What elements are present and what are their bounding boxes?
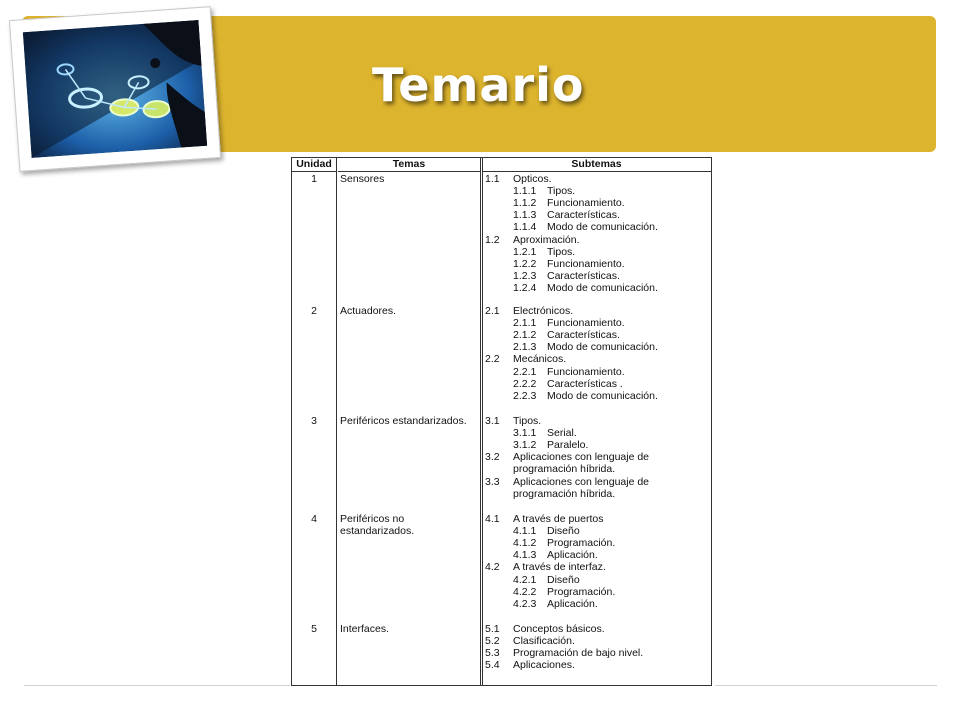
syllabus-table [291, 157, 712, 686]
column-divider [480, 158, 481, 685]
subsubtopic-text: Programación. [547, 537, 616, 550]
header-temas: Temas [338, 158, 480, 172]
subsubtopic-text: Diseño [547, 525, 580, 538]
subsubtopic-number: 4.2.2 [513, 585, 537, 598]
subsubtopic-text: Modo de comunicación. [547, 221, 658, 234]
unit-topic: Periféricos estandarizados. [340, 415, 467, 427]
subsubtopic-number: 3.1.1 [513, 427, 537, 440]
subtopic-text: Programación de bajo nivel. [513, 647, 644, 660]
subtopic-text: Aproximación. [513, 233, 580, 246]
subsubtopic-number: 1.1.1 [513, 185, 537, 198]
subsubtopic-number: 2.2.2 [513, 377, 537, 390]
subsubtopic-text: Programación. [547, 585, 616, 598]
subtopic-number: 2.1 [485, 305, 500, 317]
subtopic-number: 5.3 [485, 647, 500, 660]
footer-rule-left [24, 685, 290, 686]
unit-topic: Actuadores. [340, 305, 397, 317]
subtopic-text: Mecánicos. [513, 353, 567, 366]
header-underline [482, 158, 711, 172]
subsubtopic-number: 4.2.3 [513, 597, 537, 610]
subtopic-number: 1.2 [485, 233, 500, 246]
subtopic-text: Aplicaciones con lenguaje de [513, 451, 650, 464]
header-underline [292, 158, 336, 172]
subsubtopic-text: Modo de comunicación. [547, 281, 658, 294]
subsubtopic-text: Tipos. [547, 185, 576, 198]
subsubtopic-text: Funcionamiento. [547, 197, 625, 210]
subsubtopic-number: 4.1.2 [513, 537, 537, 550]
unit-number: 1 [311, 173, 317, 185]
subtopic-text-continued: programación híbrida. [513, 463, 616, 476]
subsubtopic-text: Funcionamiento. [547, 317, 625, 330]
subsubtopic-number: 2.1.1 [513, 317, 537, 330]
unit-number: 3 [311, 415, 317, 427]
subsubtopic-number: 4.2.1 [513, 573, 537, 586]
column-divider [336, 158, 337, 685]
subsubtopic-text: Modo de comunicación. [547, 389, 658, 402]
subsubtopic-text: Paralelo. [547, 439, 589, 452]
subsubtopic-text: Aplicación. [547, 597, 598, 610]
subsubtopic-text: Características. [547, 329, 620, 342]
subtopic-text-continued: programación híbrida. [513, 487, 616, 500]
unit-topic: Sensores [340, 173, 385, 185]
subsubtopic-text: Características . [547, 377, 623, 390]
subsubtopic-text: Serial. [547, 427, 577, 440]
subsubtopic-text: Características. [547, 209, 620, 222]
subtopic-number: 5.2 [485, 635, 500, 648]
unit-topic: Periféricos no [340, 513, 405, 525]
subsubtopic-number: 3.1.2 [513, 439, 537, 452]
subtopic-text: Clasificación. [513, 635, 575, 648]
unit-number: 4 [311, 513, 317, 525]
subtopic-number: 4.2 [485, 561, 500, 574]
subtopic-number: 4.1 [485, 513, 500, 525]
subsubtopic-number: 1.1.2 [513, 197, 537, 210]
subtopic-text: A través de interfaz. [513, 561, 606, 574]
subtopic-text: A través de puertos [513, 513, 604, 525]
subsubtopic-number: 2.1.2 [513, 329, 537, 342]
subsubtopic-number: 4.1.3 [513, 549, 537, 562]
subtopic-text: Tipos. [513, 415, 542, 427]
header-subtemas: Subtemas [482, 158, 711, 172]
subsubtopic-number: 4.1.1 [513, 525, 537, 538]
touch-table-photo [23, 20, 207, 158]
subtopic-number: 5.1 [485, 623, 500, 635]
subtopic-text: Opticos. [513, 173, 552, 185]
subtopic-text: Aplicaciones con lenguaje de [513, 475, 650, 488]
unit-number: 5 [311, 623, 317, 635]
subsubtopic-number: 1.1.3 [513, 209, 537, 222]
footer-rule-right [715, 685, 937, 686]
subtopic-text: Aplicaciones. [513, 659, 575, 672]
subsubtopic-text: Funcionamiento. [547, 365, 625, 378]
photo-frame [9, 6, 221, 172]
subsubtopic-number: 2.2.3 [513, 389, 537, 402]
subtopic-number: 3.3 [485, 475, 500, 488]
subsubtopic-text: Aplicación. [547, 549, 598, 562]
subtopic-number: 1.1 [485, 173, 500, 185]
subsubtopic-text: Características. [547, 269, 620, 282]
subsubtopic-text: Tipos. [547, 245, 576, 258]
unit-number: 2 [311, 305, 317, 317]
subsubtopic-number: 2.1.3 [513, 341, 537, 354]
subsubtopic-number: 2.2.1 [513, 365, 537, 378]
unit-topic: Interfaces. [340, 623, 390, 635]
header-underline [338, 158, 480, 172]
subtopic-text: Electrónicos. [513, 305, 574, 317]
header-unidad: Unidad [292, 158, 336, 172]
subtopic-number: 3.2 [485, 451, 500, 464]
subsubtopic-text: Diseño [547, 573, 580, 586]
slide-title: Temario [372, 58, 585, 112]
subtopic-number: 5.4 [485, 659, 500, 672]
subsubtopic-text: Modo de comunicación. [547, 341, 658, 354]
subsubtopic-number: 1.2.2 [513, 257, 537, 270]
subtopic-number: 2.2 [485, 353, 500, 366]
subtopic-number: 3.1 [485, 415, 500, 427]
subsubtopic-number: 1.2.4 [513, 281, 537, 294]
subtopic-text: Conceptos básicos. [513, 623, 605, 635]
subsubtopic-number: 1.2.3 [513, 269, 537, 282]
subsubtopic-number: 1.2.1 [513, 245, 537, 258]
subsubtopic-number: 1.1.4 [513, 221, 537, 234]
unit-topic: estandarizados. [340, 525, 415, 538]
column-divider [482, 158, 483, 685]
subsubtopic-text: Funcionamiento. [547, 257, 625, 270]
